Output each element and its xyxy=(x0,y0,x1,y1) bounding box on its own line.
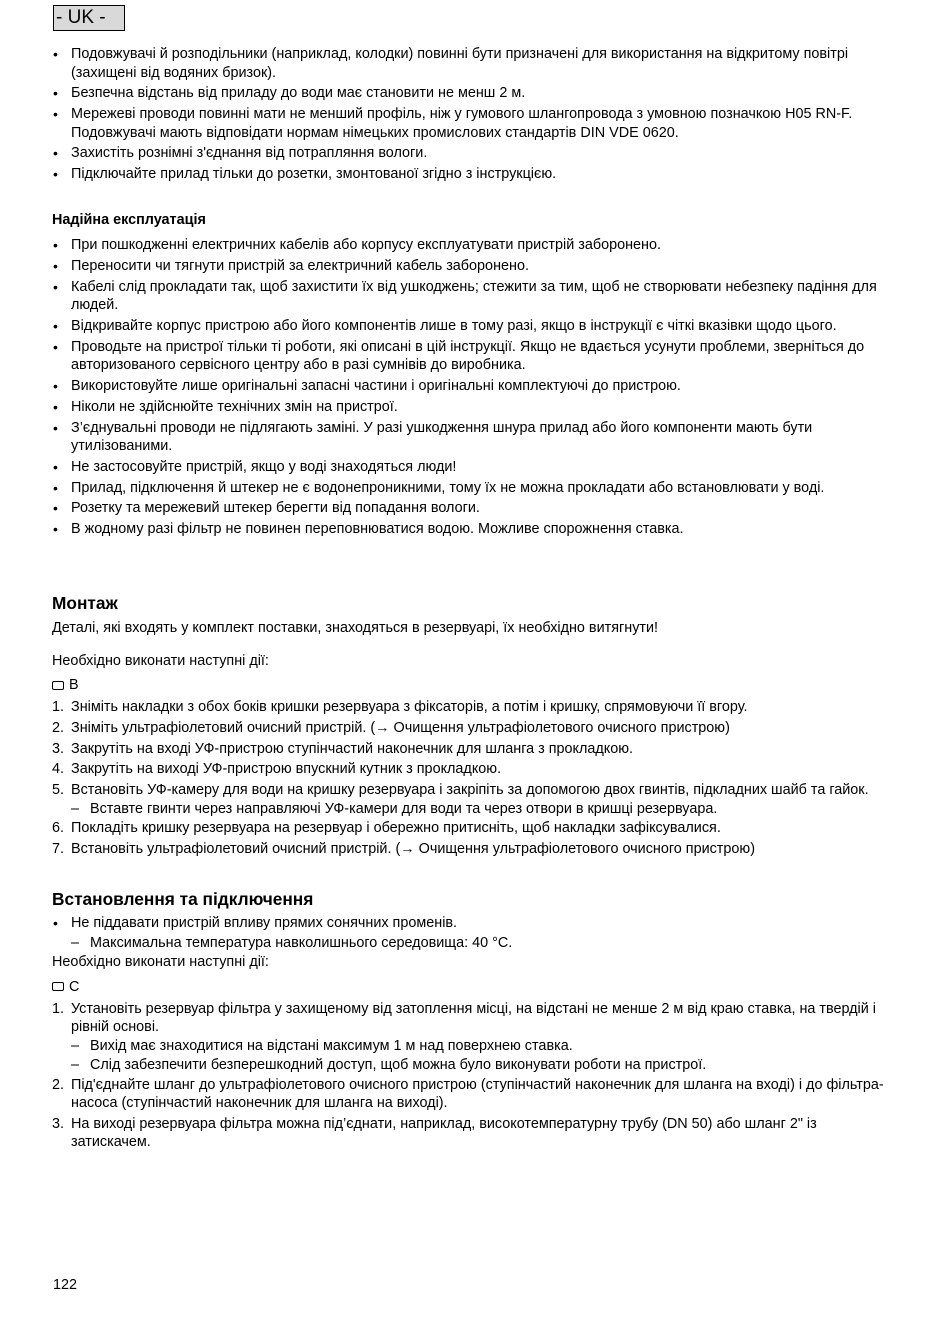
list-item: • Прилад, підключення й штекер не є водонепроникними, тому їх не можна прокладати або встановлювати у воді. xyxy=(52,479,892,498)
figure-reference xyxy=(52,676,892,694)
step-item: 1. Установіть резервуар фільтра у захищеному від затоплення місці, на відстані не менше 2 м від краю ставка, на твердій і рівній основі. xyxy=(52,1000,876,1035)
step-item: 1. Зніміть накладки з обох боків кришки резервуара з фіксаторів, а потім і кришку, спрямовуючи її вгору. xyxy=(52,699,748,715)
mounting-section xyxy=(52,593,892,861)
installation-heading: Встановлення та підключення xyxy=(52,889,314,909)
mounting-intro: Деталі, які входять у комплект поставки, знаходяться в резервуарі, їх необхідно витягнути! xyxy=(52,620,659,636)
step-item: 7. Встановіть ультрафіолетовий очисний пристрій. (→ Очищення ультрафіолетового очисного пристрою) xyxy=(52,840,755,857)
sub-step: – Максимальна температура навколишнього середовища: 40 °C. xyxy=(71,934,513,951)
step-item: 2. Зніміть ультрафіолетовий очисний пристрій. (→ Очищення ультрафіолетового очисного пристрою) xyxy=(52,719,730,736)
sub-step: – Вихід має знаходитися на відстані максимум 1 м над поверхнею ставка. xyxy=(71,1037,573,1054)
list-item: • Не піддавати пристрій впливу прямих сонячних променів. xyxy=(52,914,892,933)
installation-section xyxy=(52,889,892,1154)
page-number: 122 xyxy=(53,1277,78,1293)
sub-step: – Слід забезпечити безперешкодний доступ, щоб можна було виконувати роботи на пристрої. xyxy=(71,1057,707,1073)
figure-icon xyxy=(52,982,64,991)
list-item: • При пошкодженні електричних кабелів або корпусу експлуатувати пристрій заборонено. xyxy=(52,236,892,255)
list-item: • Підключайте прилад тільки до розетки, змонтованої згідно з інструкцією. xyxy=(52,165,892,184)
sub-step: – Вставте гвинти через направляючі УФ-камери для води та через отвори в кришці резервуара. xyxy=(71,800,718,817)
list-item: • В жодному разі фільтр не повинен переповнюватися водою. Можливе спорожнення ставка. xyxy=(52,520,892,539)
electrical-safety-list xyxy=(52,45,892,186)
step-item: 4. Закрутіть на виході УФ-пристрою впускний кутник з прокладкою. xyxy=(52,761,502,778)
figure-icon xyxy=(52,681,64,690)
list-item: • Не застосовуйте пристрій, якщо у воді знаходяться люди! xyxy=(52,458,892,477)
language-badge: - UK - xyxy=(53,5,125,31)
list-item: • Безпечна відстань від приладу до води має становити не менш 2 м. xyxy=(52,84,892,103)
step-item: 3. Закрутіть на вході УФ-пристрою ступінчастий наконечник для шланга з прокладкою. xyxy=(52,740,634,757)
list-item: • Переносити чи тягнути пристрій за електричний кабель заборонено. xyxy=(52,257,892,276)
step-item: 2. Під'єднайте шланг до ультрафіолетового очисного пристрою (ступінчастий наконечник для шланга на вході) і до фільтра-насоса (ступінчастий наконечник для шланга на виході). xyxy=(52,1076,884,1111)
list-item: • Використовуйте лише оригінальні запасні частини і оригінальні комплектуючі до пристрою. xyxy=(52,377,892,396)
list-item: • Відкривайте корпус пристрою або його компонентів лише в тому разі, якщо в інструкції є чіткі вказівки щодо цього. xyxy=(52,317,892,336)
safe-operation-heading: Надійна експлуатація xyxy=(52,212,206,228)
list-item: • Мережеві проводи повинні мати не менший профіль, ніж у гумового шлангопровода з умовною позначкою H05 RN-F. Подовжувачі мають відповідати нормам німецьких промислових стандартів DIN VDE 0620. xyxy=(52,105,892,142)
safe-operation-section xyxy=(52,211,892,541)
list-item: • Ніколи не здійснюйте технічних змін на пристрої. xyxy=(52,398,892,417)
list-item: • Проводьте на пристрої тільки ті роботи, які описані в цій інструкції. Якщо не вдається усунути проблеми, зверніться до авторизованого сервісного центру або в разі сумнівів до виробника. xyxy=(52,338,892,375)
step-item: 3. На виході резервуара фільтра можна під’єднати, наприклад, високотемпературну трубу (DN 50) або шланг 2" із затискачем. xyxy=(52,1115,817,1151)
list-item: • Захистіть рознімні з'єднання від потрапляння вологи. xyxy=(52,144,892,163)
list-item: • Подовжувачі й розподільники (наприклад, колодки) повинні бути призначені для використання на відкритому повітрі (захищені від водяних бризок). xyxy=(52,45,892,82)
figure-reference xyxy=(52,978,892,996)
mounting-heading: Монтаж xyxy=(52,593,118,613)
steps-label: Необхідно виконати наступні дії: xyxy=(52,652,269,669)
list-item: • З’єднувальні проводи не підлягають заміні. У разі ушкодження шнура прилад або його компоненти мають бути утилізованими. xyxy=(52,419,892,456)
step-item: 5. Встановіть УФ-камеру для води на кришку резервуара і закріпіть за допомогою двох гвинтів, підкладних шайб та гайок. xyxy=(52,782,869,799)
steps-label: Необхідно виконати наступні дії: xyxy=(52,954,269,970)
list-item: • Кабелі слід прокладати так, щоб захистити їх від ушкоджень; стежити за тим, щоб не створювати небезпеку падіння для людей. xyxy=(52,278,892,315)
list-item: • Розетку та мережевий штекер берегти від попадання вологи. xyxy=(52,499,892,518)
figure-label: B xyxy=(69,677,79,693)
figure-label: C xyxy=(69,978,80,995)
step-item: 6. Покладіть кришку резервуара на резервуар і обережно притисніть, щоб накладки зафіксувалися. xyxy=(52,820,721,837)
